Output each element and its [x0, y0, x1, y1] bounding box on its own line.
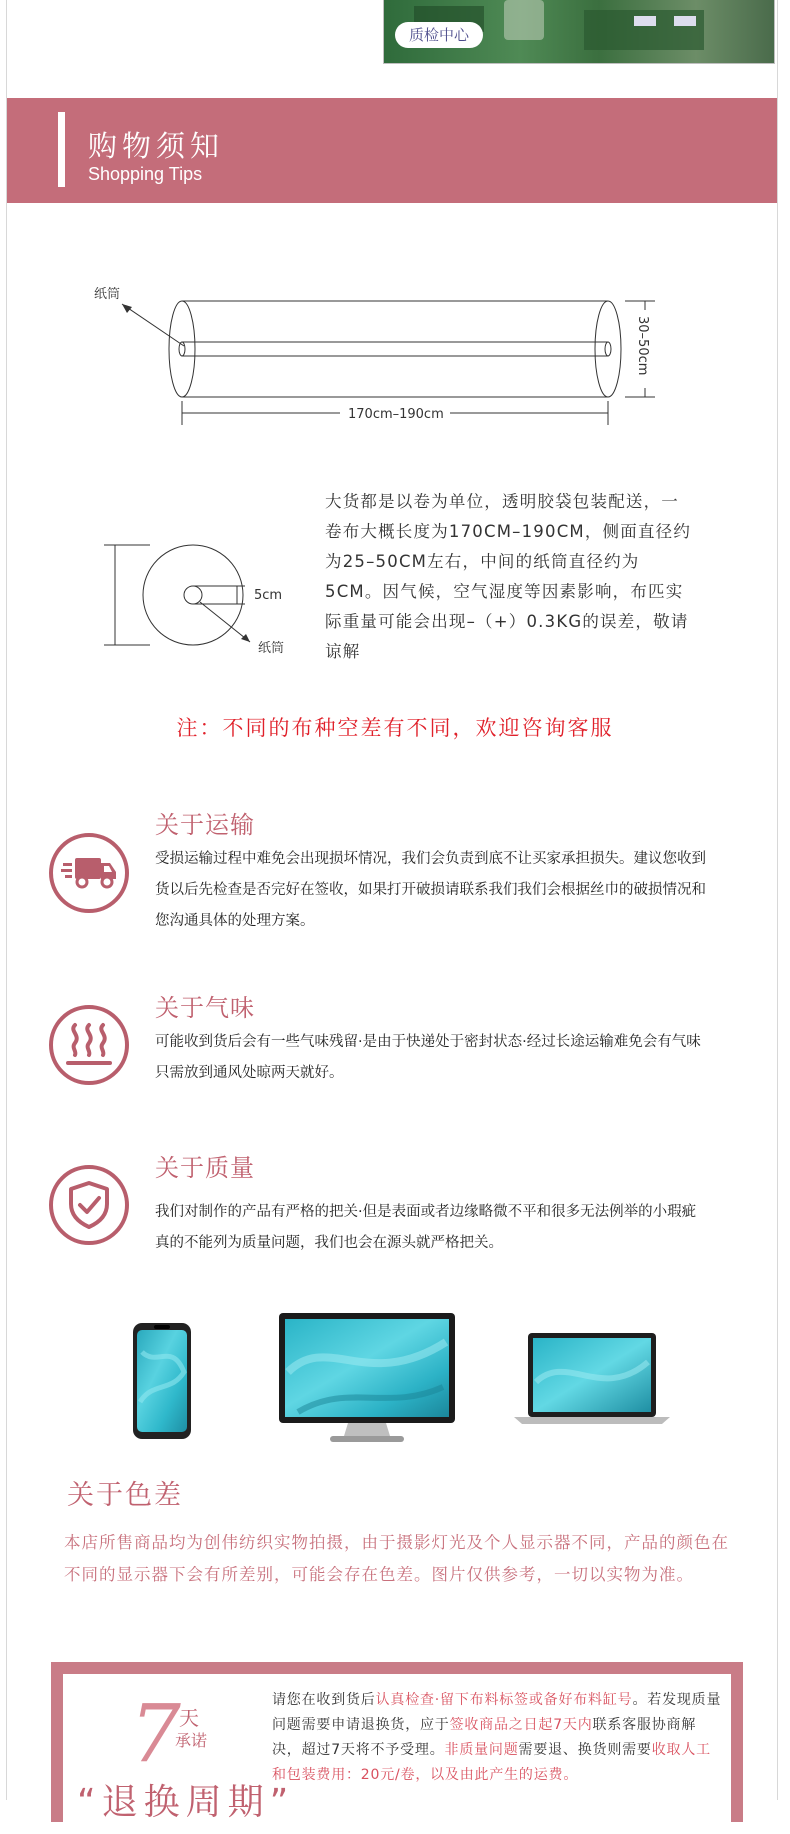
return-policy-text	[272, 1688, 722, 1788]
seven-promise-label: 承诺	[175, 1731, 208, 1750]
header-title: 购物须知	[88, 129, 225, 163]
policy-highlight-3: 非质量问题	[444, 1742, 519, 1758]
info-title-quality: 关于质量	[155, 1154, 255, 1182]
return-policy-inner	[63, 1674, 731, 1834]
policy-text-3: 联系客服协商解决，超过7天将不予受理。	[272, 1717, 697, 1758]
info-body-shipping: 受损运输过程中难免会出现损坏情况，我们会负责到底不让买家承担损失。建议您收到货以后先检查是否完好在签收，如果打开破损请联系我们我们会根据丝巾的破损情况和您沟通具体的处理方案。	[155, 851, 706, 929]
roll-section-diagram	[100, 535, 310, 665]
paper-tube-label: 纸筒	[94, 287, 121, 302]
monitor-image	[278, 1312, 456, 1448]
steam-icon	[49, 1005, 129, 1085]
policy-highlight-2: 签收商品之日起7天内	[449, 1717, 593, 1733]
return-period-headline: “退换周期”	[77, 1782, 295, 1823]
phone-image	[132, 1322, 192, 1440]
truck-icon	[49, 833, 129, 913]
policy-text-1: 请您在收到货后	[272, 1692, 376, 1708]
info-body-quality: 我们对制作的产品有严格的把关·但是表面或者边缘略微不平和很多无法例举的小瑕疵真的不能列为质量问题，我们也会在源头就严格把关。	[155, 1204, 697, 1251]
fabric-note: 注：不同的布种空差有不同，欢迎咨询客服	[176, 716, 614, 740]
info-title-shipping: 关于运输	[155, 811, 255, 839]
policy-highlight-1: 认真检查·留下布料标签或备好布料缸号	[375, 1692, 633, 1708]
info-title-smell: 关于气味	[155, 994, 255, 1022]
header-subtitle: Shopping Tips	[88, 164, 203, 184]
policy-text-4: 需要退、换货则需要	[518, 1742, 652, 1758]
info-body-smell: 可能收到货后会有一些气味残留·是由于快递处于密封状态·经过长途运输难免会有气味只需放到通风处晾两天就好。	[155, 1034, 701, 1081]
color-diff-body: 本店所售商品均为创伟纺织实物拍摄，由于摄影灯光及个人显示器不同，产品的颜色在不同的显示器下会有所差别，可能会存在色差。图片仅供参考，一切以实物为准。	[64, 1533, 729, 1584]
seven-number: 7	[130, 1687, 181, 1780]
laptop-image	[512, 1332, 672, 1426]
core-label: 5cm	[254, 588, 283, 603]
header-accent-bar	[58, 112, 65, 187]
diameter-label: 30–50cm	[635, 316, 650, 376]
shopping-tips-header	[7, 98, 777, 203]
policy-text-2: 。若发现质量问题需要申请退换货，应于	[272, 1692, 722, 1733]
paper-tube-label-2: 纸筒	[258, 641, 285, 656]
seven-day-label: 天	[179, 1706, 199, 1730]
quality-center-badge: 质检中心	[395, 22, 483, 48]
policy-highlight-4: 收取人工和包装费用：20元/卷，以及由此产生的运费。	[272, 1742, 711, 1783]
return-policy-box	[51, 1662, 743, 1822]
length-label: 170cm–190cm	[348, 407, 444, 422]
roll-description: 大货都是以卷为单位，透明胶袋包装配送，一卷布大概长度为170CM–190CM，侧面直径约为25–50CM左右，中间的纸筒直径约为5CM。因气候，空气湿度等因素影响，布匹实际重量可能会出现–（+）0.3KG的误差，敬请谅解	[325, 492, 692, 661]
roll-length-diagram	[80, 270, 680, 430]
color-diff-title: 关于色差	[67, 1480, 183, 1511]
shield-check-icon	[49, 1165, 129, 1245]
